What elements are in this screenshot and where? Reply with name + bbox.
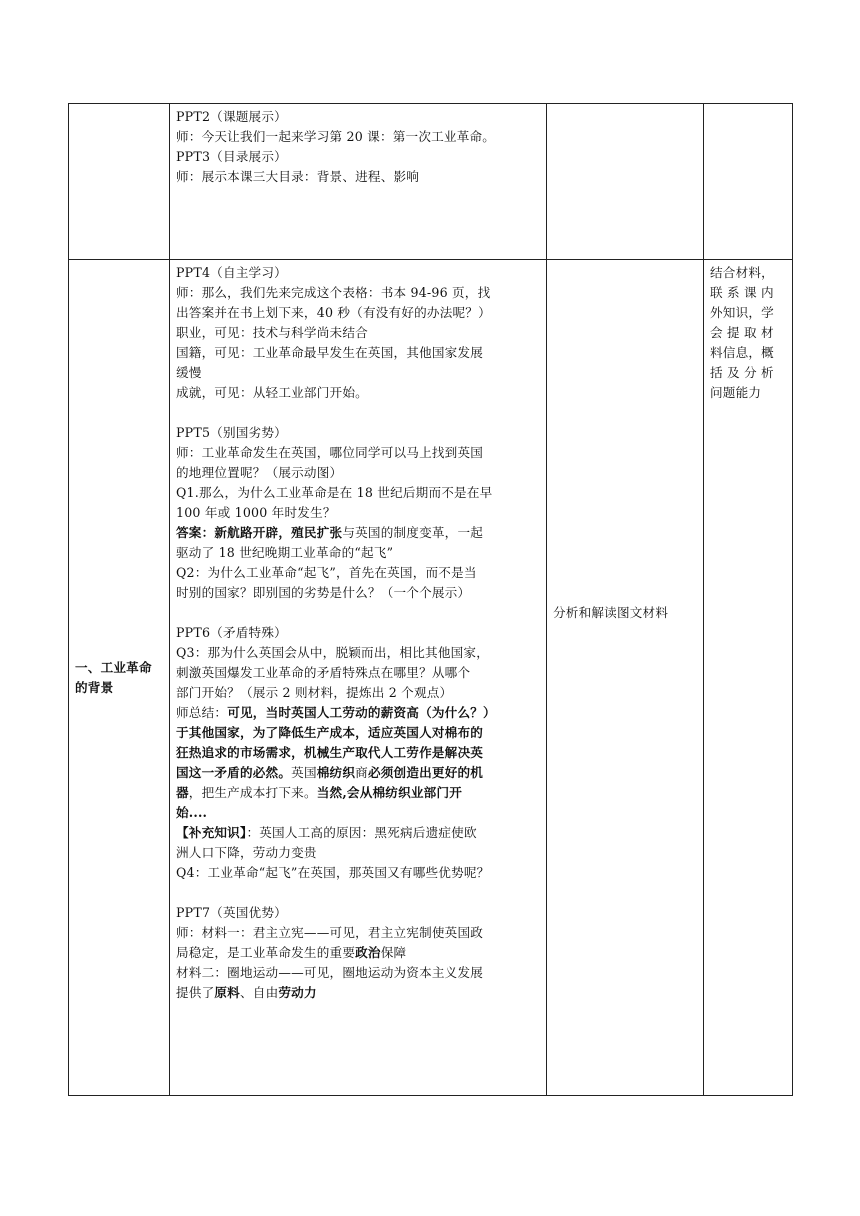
text-run: 保障 [380,945,407,960]
purpose-line: 联 系 课 内 [710,285,774,300]
text-run: 局稳定，是工业革命发生的重要 [176,945,356,960]
text-run: 国籍，可见：工业革命最早发生在英国，其他国家发展 [176,345,484,360]
text-run: PPT7（英国优势） [176,905,287,920]
content-line [176,263,542,283]
content-line [176,863,542,883]
text-run: 时别的国家？即别国的劣势是什么？（一个个展示） [176,585,471,600]
content-line [176,983,542,1003]
text-run: 缓慢 [176,365,202,380]
teaching-method [553,603,699,623]
text-run: PPT5（别国劣势） [176,425,287,440]
purpose-line: 结合材料， [710,265,774,280]
content-line [176,943,542,963]
content-line [176,383,542,403]
text-run: 的地理位置呢？（展示动图） [176,465,343,480]
content-line [176,343,542,363]
bold-text: 于其他国家，为了降低生产成本，适应英国人对棉布的 [176,725,484,740]
text-run: 师：今天让我们一起来学习第 20 课：第一次工业革命。 [176,129,496,144]
content-line [176,663,542,683]
bold-text: 可见，当时英国人工劳动的薪资高（为什么？） [227,705,496,720]
text-run: Q3：那为什么英国会从中，脱颖而出，相比其他国家， [176,645,489,660]
text-run: 师总结： [176,705,228,720]
content-line [176,483,542,503]
text-run: ，把生产成本打下来。 [188,785,317,800]
column-divider [169,103,170,1096]
text-run: 职业，可见：技术与科学尚未结合 [176,325,368,340]
content-line [176,303,542,323]
text-run: 刺激英国爆发工业革命的矛盾特殊点在哪里？从哪个 [176,665,471,680]
row-divider [68,259,793,260]
bold-text: 劳动力 [278,985,317,1000]
content-line [176,563,542,583]
bold-text: 器 [176,785,189,800]
content-line [176,843,542,863]
content-line [176,723,542,743]
bold-text: 当然,会从棉纺织业部门开 [316,785,463,800]
content-line [176,783,542,803]
text-run: 师：展示本课三大目录：背景、进程、影响 [176,169,420,184]
text-run: PPT3（目录展示） [176,149,287,164]
bold-text: 狂热追求的市场需求，机械生产取代人工劳作是解决英 [176,745,484,760]
content-line [176,283,542,303]
content-line [176,803,542,823]
text-run: 与英国的制度变革，一起 [342,525,484,540]
design-purpose [710,263,790,403]
content-line [176,823,542,843]
text-run: 成就，可见：从轻工业部门开始。 [176,385,368,400]
content-line [176,323,542,343]
bold-text: 【补充知识】 [176,825,247,840]
text-run: 、自由 [239,985,279,1000]
bold-text: 政治 [355,945,381,960]
row2-content [176,263,542,1003]
content-line [176,147,542,167]
content-line [176,403,542,423]
column-divider [703,103,704,1096]
text-run: 部门开始？（展示 2 则材料，提炼出 2 个观点） [176,685,453,700]
content-line [176,603,542,623]
text-run: 师：材料一：君主立宪——可见，君主立宪制使英国政 [176,925,484,940]
purpose-line: 外知识，学 [710,305,774,320]
text-run: 提供了 [176,985,215,1000]
content-line [176,903,542,923]
text-run: 出答案并在书上划下来，40 秒（有没有好的办法呢？） [176,305,491,320]
bold-text: 必须创造出更好的机 [367,765,484,780]
text-run: 驱动了 18 世纪晚期工业革命的“起飞” [176,545,394,560]
content-line [176,423,542,443]
text-run: Q1.那么，为什么工业革命是在 18 世纪后期而不是在早 [176,485,493,500]
bold-text: 国这一矛盾的必然。 [176,765,292,780]
row1-content [176,107,542,187]
content-line [176,743,542,763]
bold-text: 始.... [176,805,208,820]
bold-text: 棉纺织 [316,765,356,780]
purpose-line: 括 及 分 析 [710,365,774,380]
content-line [176,963,542,983]
content-line [176,703,542,723]
purpose-line: 料信息，概 [710,345,774,360]
text-run: PPT2（课题展示） [176,109,287,124]
content-line [176,107,542,127]
stage-title [75,658,167,698]
text-run: 英国 [291,765,317,780]
content-line [176,363,542,383]
content-line [176,643,542,663]
purpose-line: 会 提 取 材 [710,325,774,340]
content-line [176,127,542,147]
content-line [176,623,542,643]
purpose-line: 问题能力 [710,385,762,400]
bold-text: 原料 [214,985,240,1000]
stage-title-line: 一、工业革命 [75,660,152,675]
content-line [176,503,542,523]
text-run: PPT6（矛盾特殊） [176,625,287,640]
content-line [176,443,542,463]
content-line [176,883,542,903]
text-run: 洲人口下降，劳动力变贵 [176,845,317,860]
text-run: ：英国人工高的原因：黑死病后遗症使欧 [246,825,477,840]
text-run: PPT4（自主学习） [176,265,287,280]
bold-text: 答案：新航路开辟，殖民扩张 [176,525,343,540]
text-run: 商 [355,765,368,780]
content-line [176,683,542,703]
content-line [176,583,542,603]
column-divider [546,103,547,1096]
text-run: Q2：为什么工业革命“起飞”，首先在英国，而不是当 [176,565,477,580]
text-run: Q4：工业革命“起飞”在英国，那英国又有哪些优势呢？ [176,865,490,880]
content-line [176,543,542,563]
method-text: 分析和解读图文材料 [553,605,669,620]
content-line [176,463,542,483]
content-line [176,763,542,783]
content-line [176,923,542,943]
content-line [176,167,542,187]
stage-title-line: 的背景 [75,680,114,695]
text-run: 100 年或 1000 年时发生？ [176,505,336,520]
text-run: 师：工业革命发生在英国，哪位同学可以马上找到英国 [176,445,484,460]
text-run: 师：那么，我们先来完成这个表格：书本 94-96 页，找 [176,285,491,300]
content-line [176,523,542,543]
text-run: 材料二：圈地运动——可见，圈地运动为资本主义发展 [176,965,484,980]
